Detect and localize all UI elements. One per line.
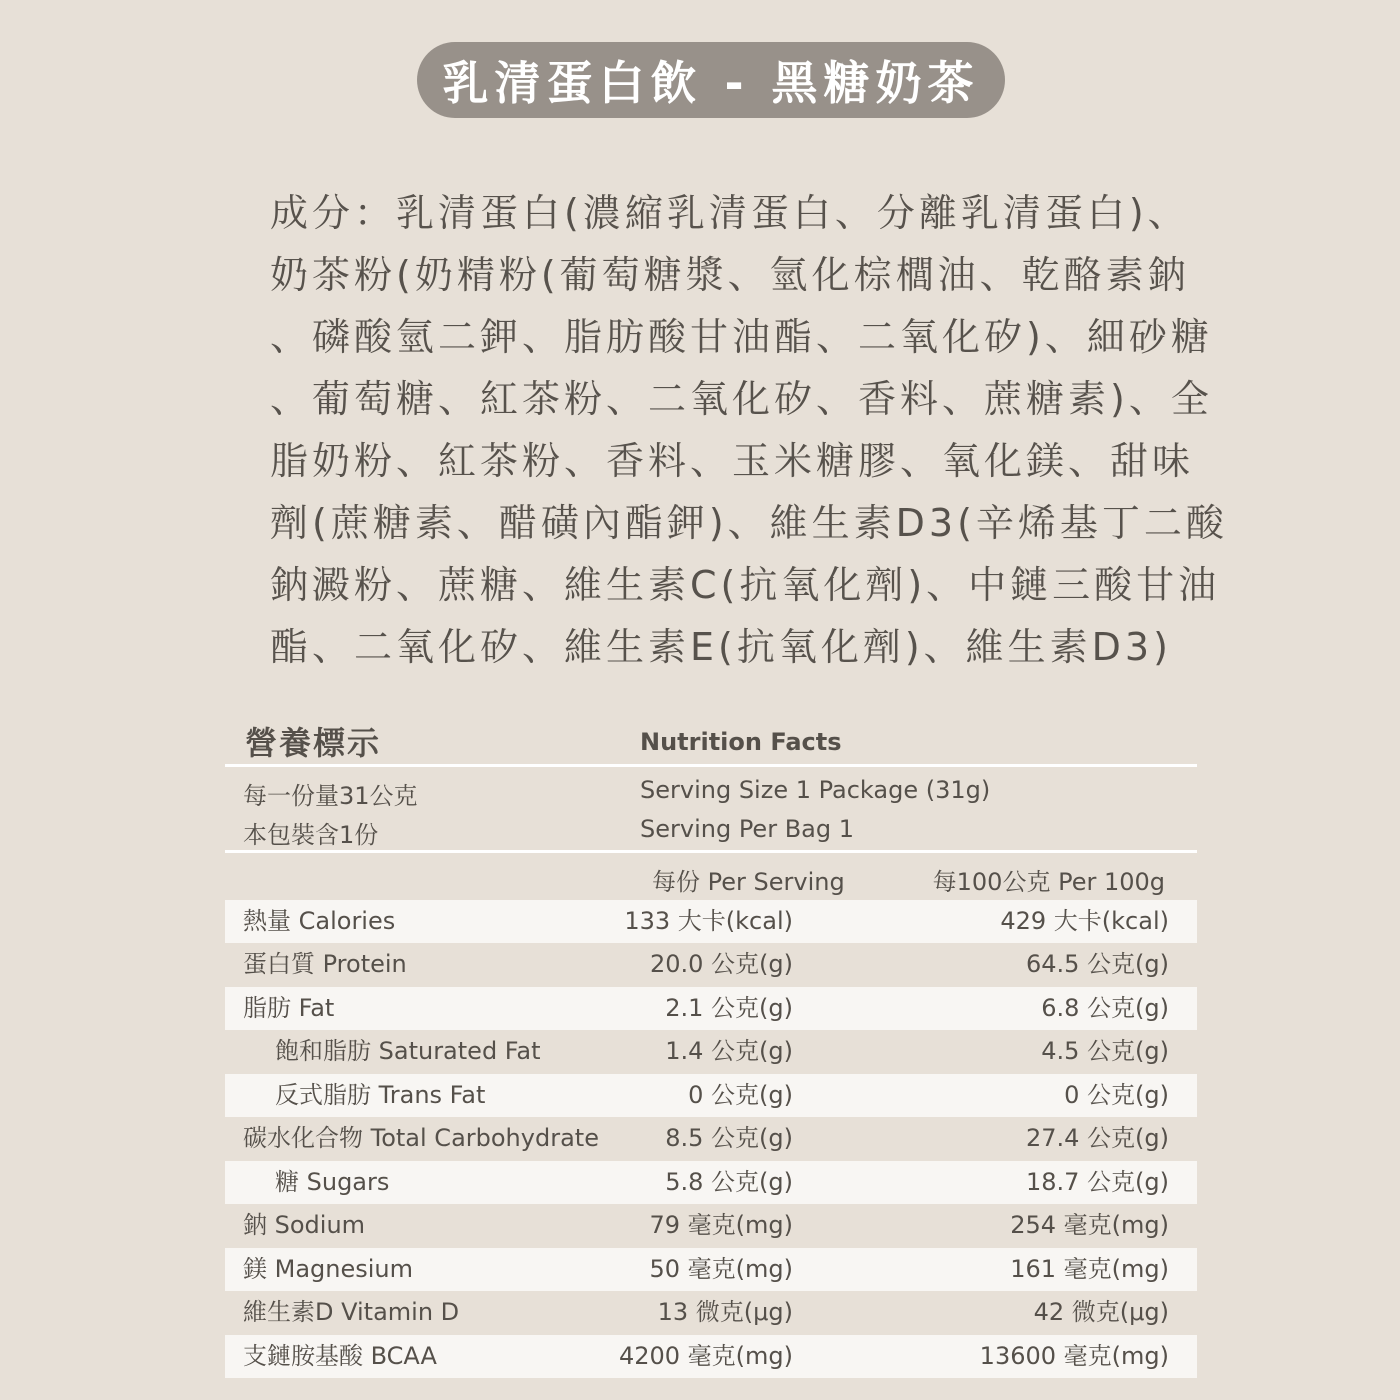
table-row: [225, 1248, 1197, 1291]
nutrient-label: 熱量 Calories: [243, 907, 396, 935]
per-serving-value: 5.8 公克(g): [665, 1168, 793, 1196]
ingredients-line: 劑(蔗糖素、醋磺內酯鉀)、維生素D3(辛烯基丁二酸: [270, 501, 1228, 545]
per-100g-value: 27.4 公克(g): [1025, 1124, 1169, 1152]
nutrient-label: 碳水化合物 Total Carbohydrate: [243, 1124, 599, 1152]
table-row: [225, 1335, 1197, 1378]
table-row: [225, 1030, 1197, 1073]
per-serving-value: 2.1 公克(g): [665, 994, 793, 1022]
ingredients-line: 脂奶粉、紅茶粉、香料、玉米糖膠、氧化鎂、甜味: [270, 439, 1195, 483]
per-100g-value: 13600 毫克(mg): [979, 1342, 1169, 1370]
per-100g-value: 429 大卡(kcal): [1000, 907, 1169, 935]
nutrient-label: 脂肪 Fat: [243, 994, 335, 1022]
table-row: [225, 1291, 1197, 1334]
nutrient-label: 鈉 Sodium: [243, 1211, 366, 1239]
per-100g-value: 64.5 公克(g): [1025, 950, 1169, 978]
nutrient-label: 反式脂肪 Trans Fat: [275, 1081, 486, 1109]
serving-size-zh: 每一份量31公克: [243, 782, 418, 810]
per-100g-value: 254 毫克(mg): [1010, 1211, 1169, 1239]
per-serving-value: 8.5 公克(g): [665, 1124, 793, 1152]
per-100g-value: 42 微克(μg): [1033, 1298, 1169, 1326]
ingredients-line: 酯、二氧化矽、維生素E(抗氧化劑)、維生素D3): [270, 625, 1172, 669]
table-row: [225, 1161, 1197, 1204]
nutrient-label: 糖 Sugars: [275, 1168, 390, 1196]
servings-per-pack-zh: 本包裝含1份: [243, 821, 379, 849]
per-100g-value: 4.5 公克(g): [1041, 1037, 1169, 1065]
table-row: [225, 1117, 1197, 1160]
nutrient-label: 支鏈胺基酸 BCAA: [243, 1342, 437, 1370]
column-header-per-100g: 每100公克 Per 100g: [932, 868, 1165, 896]
table-row: [225, 1074, 1197, 1117]
ingredients-block: [270, 182, 1228, 678]
ingredients-line: 奶茶粉(奶精粉(葡萄糖漿、氫化棕櫚油、乾酪素鈉: [270, 253, 1190, 297]
per-serving-value: 4200 毫克(mg): [618, 1342, 793, 1370]
nutrient-label: 維生素D Vitamin D: [243, 1298, 460, 1326]
table-row: [225, 987, 1197, 1030]
nutrient-label: 鎂 Magnesium: [243, 1255, 414, 1283]
per-serving-value: 0 公克(g): [688, 1081, 793, 1109]
servings-per-pack-en: Serving Per Bag 1: [640, 815, 854, 843]
nutrient-label: 飽和脂肪 Saturated Fat: [275, 1037, 541, 1065]
table-row: [225, 900, 1197, 943]
per-100g-value: 161 毫克(mg): [1010, 1255, 1169, 1283]
per-100g-value: 6.8 公克(g): [1041, 994, 1169, 1022]
per-100g-value: 0 公克(g): [1064, 1081, 1169, 1109]
ingredients-line: 、葡萄糖、紅茶粉、二氧化矽、香料、蔗糖素)、全: [270, 377, 1213, 421]
product-title-badge: [417, 42, 1005, 118]
ingredients-line: 鈉澱粉、蔗糖、維生素C(抗氧化劑)、中鏈三酸甘油: [270, 563, 1221, 607]
nutrition-title-zh: 營養標示: [245, 724, 382, 762]
ingredients-line: 、磷酸氫二鉀、脂肪酸甘油酯、二氧化矽)、細砂糖: [270, 315, 1213, 359]
per-serving-value: 1.4 公克(g): [665, 1037, 793, 1065]
serving-size-en: Serving Size 1 Package (31g): [640, 776, 991, 804]
table-row: [225, 1204, 1197, 1247]
per-serving-value: 20.0 公克(g): [649, 950, 793, 978]
nutrient-label: 蛋白質 Protein: [243, 950, 407, 978]
per-serving-value: 13 微克(μg): [657, 1298, 793, 1326]
per-serving-value: 79 毫克(mg): [649, 1211, 793, 1239]
per-serving-value: 50 毫克(mg): [649, 1255, 793, 1283]
ingredients-line: 成分：乳清蛋白(濃縮乳清蛋白、分離乳清蛋白)、: [270, 191, 1190, 235]
nutrition-title-en: Nutrition Facts: [640, 728, 842, 756]
divider: [225, 764, 1197, 767]
column-header-per-serving: 每份 Per Serving: [652, 868, 845, 896]
per-100g-value: 18.7 公克(g): [1025, 1168, 1169, 1196]
per-serving-value: 133 大卡(kcal): [624, 907, 793, 935]
table-row: [225, 943, 1197, 986]
divider: [225, 850, 1197, 853]
product-title: 乳清蛋白飲 - 黑糖奶茶: [442, 56, 980, 110]
